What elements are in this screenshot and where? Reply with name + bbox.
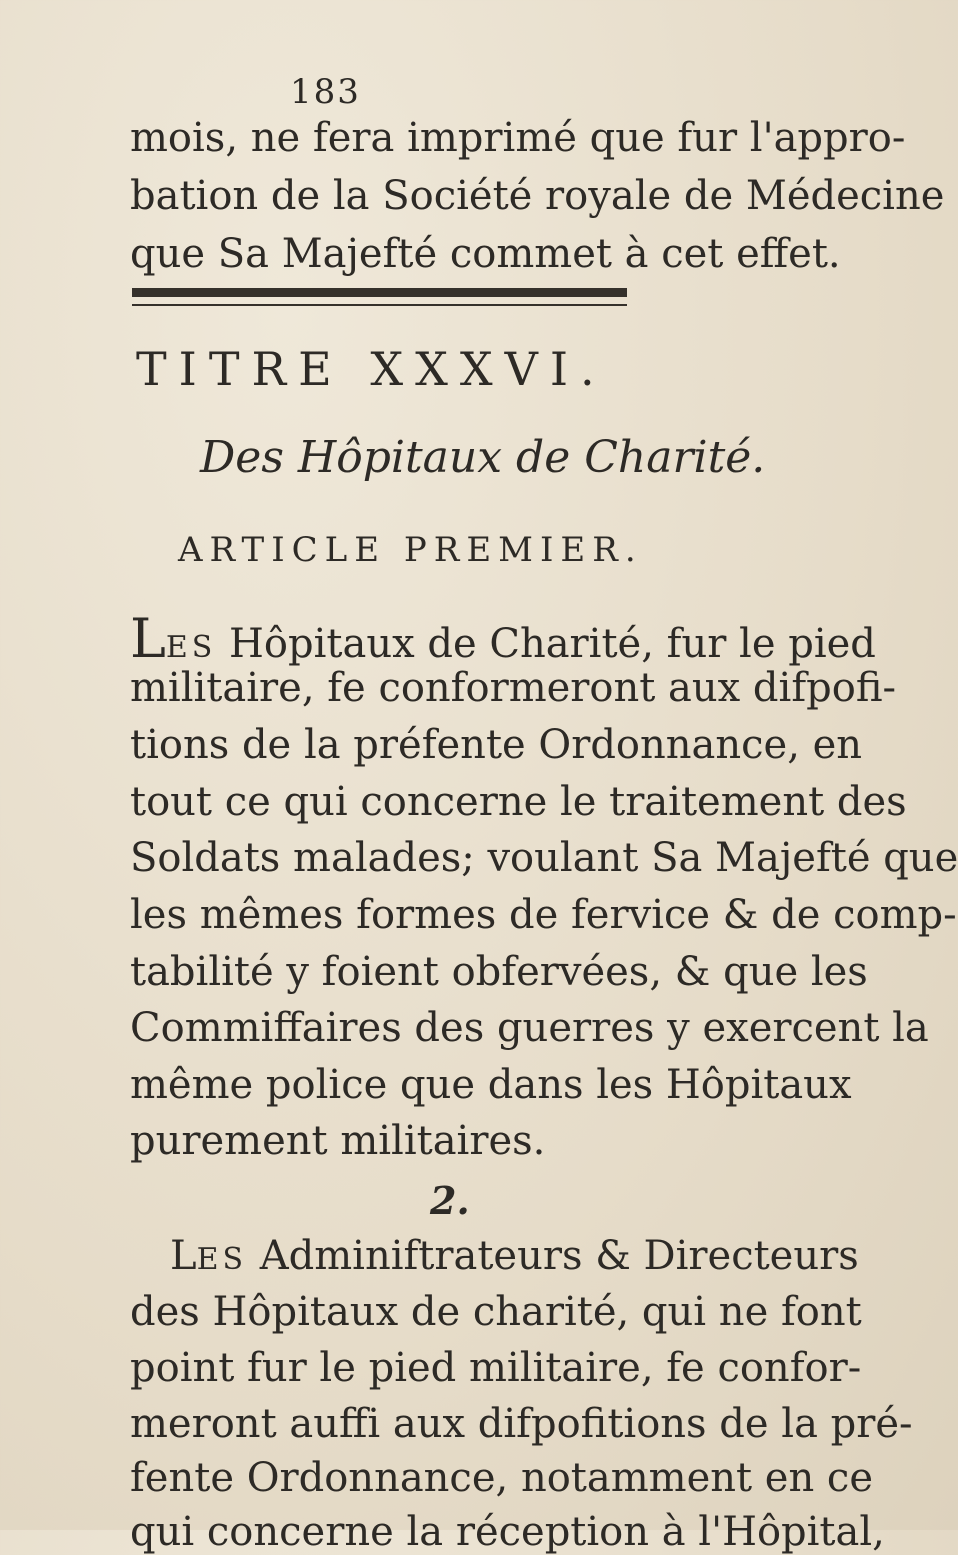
intro-line-1: mois, ne fera imprimé que fur l'appro- (130, 115, 906, 161)
intro-line-3: que Sa Majefté commet à cet effet. (130, 231, 841, 277)
article-1-line: tabilité y foient obfervées, & que les (130, 949, 868, 995)
title-heading: TITRE XXXVI. (136, 342, 607, 396)
article-2-line: qui concerne la réception à l'Hôpital, (130, 1509, 885, 1555)
article-2-line: des Hôpitaux de charité, qui ne font (130, 1289, 862, 1335)
first-line-text: Adminiftrateurs & Directeurs (247, 1233, 859, 1279)
ornamental-rule (132, 288, 627, 297)
article-1-line: même police que dans les Hôpitaux (130, 1062, 852, 1108)
article-2-line: fente Ordonnance, notamment en ce (130, 1455, 874, 1501)
article-heading: ARTICLE PREMIER. (178, 530, 643, 570)
first-line-text: Hôpitaux de Charité, fur le pied (216, 621, 876, 667)
article-2-line: meront auffi aux difpofitions de la pré- (130, 1401, 913, 1447)
drop-cap: L (130, 607, 166, 670)
article-1-line: tions de la préfente Ordonnance, en (130, 722, 863, 768)
intro-line-2: bation de la Société royale de Médecine (130, 173, 945, 219)
article-1-line: tout ce qui concerne le traitement des (130, 779, 907, 825)
article-1-first-line (130, 607, 876, 670)
article-1-line: Commiffaires des guerres y exercent la (130, 1005, 929, 1051)
subtitle-heading: Des Hôpitaux de Charité. (200, 432, 766, 483)
small-caps: ES (196, 1242, 248, 1277)
article-1-last-line: purement militaires. (130, 1118, 546, 1164)
page-number: 183 (290, 72, 361, 112)
section-number: 2. (430, 1178, 470, 1223)
small-caps: ES (165, 630, 217, 665)
initial: L (170, 1233, 197, 1279)
article-1-line: les mêmes formes de fervice & de comp- (130, 892, 957, 938)
article-2-first-line (170, 1233, 859, 1279)
divider-rule (132, 304, 627, 306)
article-2-line: point fur le pied militaire, fe confor- (130, 1345, 862, 1391)
article-1-line: Soldats malades; voulant Sa Majefté que (130, 835, 958, 881)
article-1-line: militaire, fe conformeront aux difpofi- (130, 665, 897, 711)
